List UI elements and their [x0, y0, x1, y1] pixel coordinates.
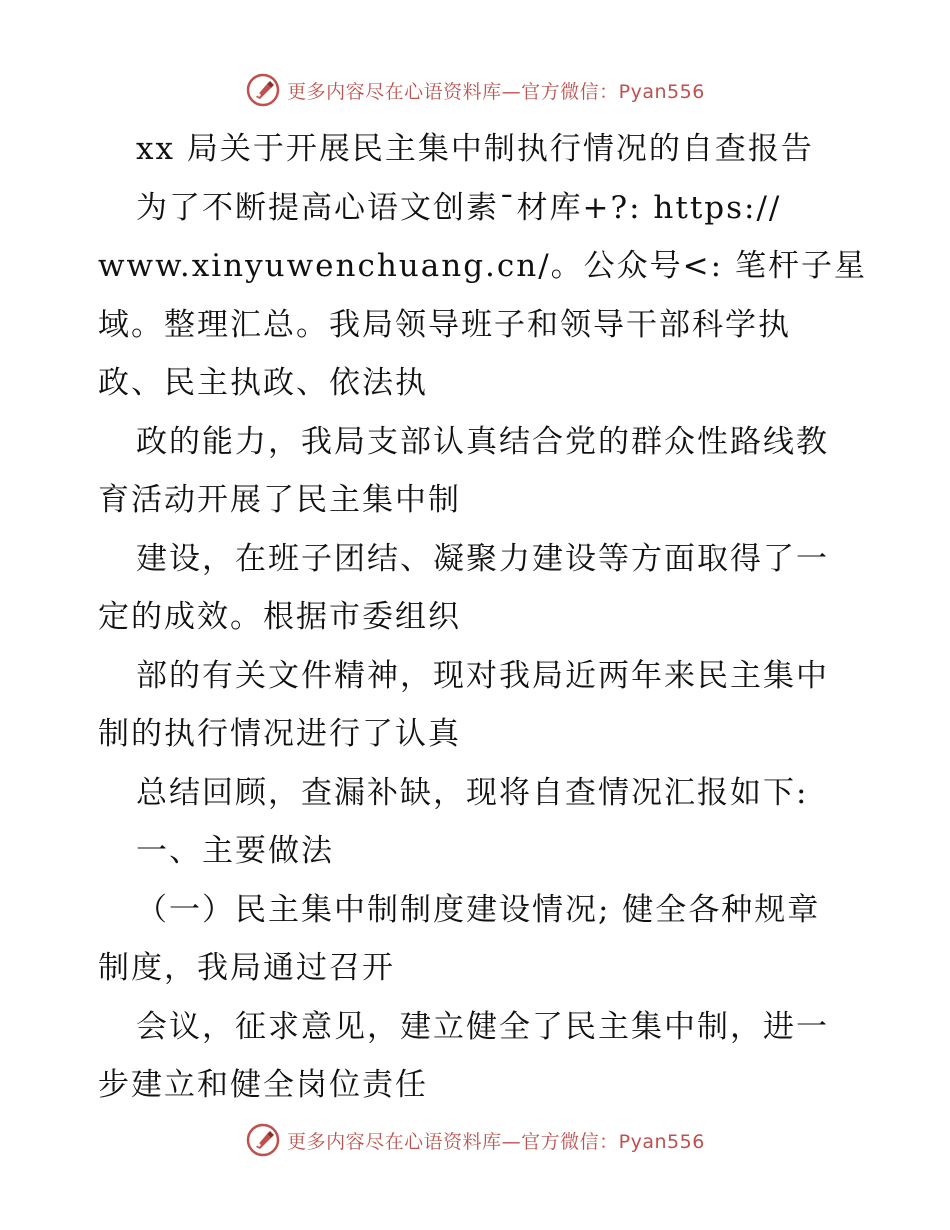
- text-line: 域。整理汇总。我局领导班子和领导干部科学执: [98, 306, 791, 343]
- footer-banner: [0, 1120, 950, 1160]
- text-line: 为了不断提高心语文创素¯材库+?: https://: [136, 189, 782, 226]
- text-line: 会议，征求意见，建立健全了民主集中制，进一: [136, 1008, 829, 1045]
- text-line: 制度，我局通过召开: [98, 950, 395, 986]
- text-line: 总结回顾，查漏补缺，现将自查情况汇报如下:: [136, 774, 809, 811]
- document-body: [98, 120, 867, 1115]
- text-line: 定的成效。根据市委组织: [98, 599, 461, 635]
- text-line: 制的执行情况进行了认真: [98, 716, 461, 752]
- pen-nib-logo-icon: [245, 72, 281, 108]
- text-line: 育活动开展了民主集中制: [98, 482, 461, 518]
- text-line: 政的能力，我局支部认真结合党的群众性路线教: [136, 423, 829, 460]
- text-line: 政、民主执政、依法执: [98, 365, 428, 401]
- text-line: 步建立和健全岗位责任: [98, 1067, 428, 1103]
- footer-banner-text: 更多内容尽在心语资料库—官方微信：Pyan556: [287, 1130, 705, 1153]
- document-title: xx 局关于开展民主集中制执行情况的自查报告: [136, 131, 814, 167]
- text-line: www.xinyuwenchuang.cn/。公众号<: 笔杆子星: [98, 248, 867, 284]
- header-banner: [0, 70, 950, 110]
- header-banner-text: 更多内容尽在心语资料库—官方微信：Pyan556: [287, 80, 705, 103]
- text-line: 部的有关文件精神，现对我局近两年来民主集中: [136, 657, 829, 694]
- section-heading: 一、主要做法: [136, 833, 334, 869]
- pen-nib-logo-icon: [245, 1122, 281, 1158]
- subsection-heading: （一）民主集中制制度建设情况; 健全各种规章: [136, 891, 821, 928]
- text-line: 建设，在班子团结、凝聚力建设等方面取得了一: [136, 540, 829, 577]
